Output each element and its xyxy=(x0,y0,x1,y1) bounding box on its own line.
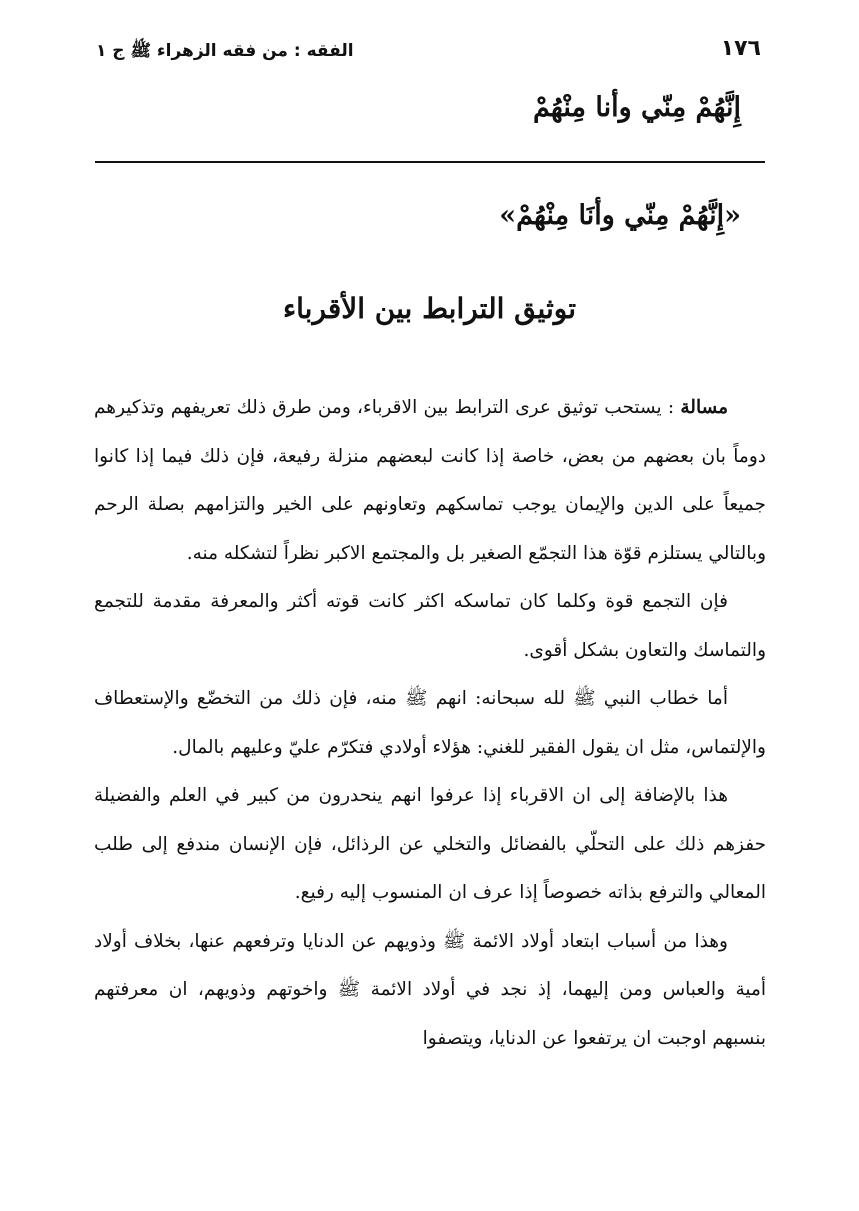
paragraph-lead: مسالة xyxy=(680,397,728,418)
title-quote: «إِنَّهُمْ مِنّي وأنَا مِنْهُمْ» xyxy=(499,200,741,231)
paragraph-4: هذا بالإضافة إلى ان الاقرباء إذا عرفوا انهم ينحدرون من كبير في العلم والفضيلة حفزهم ذلك على التحلّي بالفضائل والتخلي عن الرذائل، فإن الإنسان مندفع إلى طلب المعالي والترفع بذاته خصوصاً إذا عرف ان المنسوب إليه رفيع. xyxy=(94,785,766,903)
header-rule xyxy=(95,161,765,163)
paragraph-5: وهذا من أسباب ابتعاد أولاد الائمة ﷺ وذويهم عن الدنايا وترفعهم عنها، بخلاف أولاد أمية والعباس ومن إليهما، إذ نجد في أولاد الائمة ﷺ واخوتهم وذويهم، ان معرفتهم بنسبهم اوجبت ان يرتفعوا عن الدنايا، ويتصفوا xyxy=(94,930,766,1049)
chapter-title: إِنَّهُمْ مِنّي وأنا مِنْهُمْ xyxy=(532,92,741,123)
page-number: ١٧٦ xyxy=(720,36,761,61)
section-heading: توثيق الترابط بين الأقرباء xyxy=(282,292,577,325)
paragraph-3: أما خطاب النبي ﷺ لله سبحانه: انهم ﷺ منه، فإن ذلك من التخضّع والإستعطاف والإلتماس، مثل ان يقول الفقير للغني: هؤلاء أولادي فتكرّم عليّ وعليهم بالمال. xyxy=(94,688,766,758)
paragraph-text: : يستحب توثيق عرى الترابط بين الاقرباء، ومن طرق ذلك تعريفهم وتذكيرهم دوماً بان بعضهم من بعض، خاصة إذا كانت لبعضهم منزلة رفيعة، فإن ذلك فيما إذا كانوا جميعاً على الدين والإيمان يوجب تماسكهم وتعاونهم على الخير والتزامهم بصلة الرحم وبالتالي يستلزم قوّة هذا التجمّع الصغير بل والمجتمع الاكبر نظراً لتشكله منه. xyxy=(94,397,766,564)
paragraph-1 xyxy=(94,384,766,578)
body-text xyxy=(94,384,766,1063)
paragraph-2: فإن التجمع قوة وكلما كان تماسكه اكثر كانت قوته أكثر والمعرفة مقدمة للتجمع والتماسك والتعاون بشكل أقوى. xyxy=(94,591,766,661)
running-head: الفقه : من فقه الزهراء ﷺ ج ١ xyxy=(96,41,354,61)
